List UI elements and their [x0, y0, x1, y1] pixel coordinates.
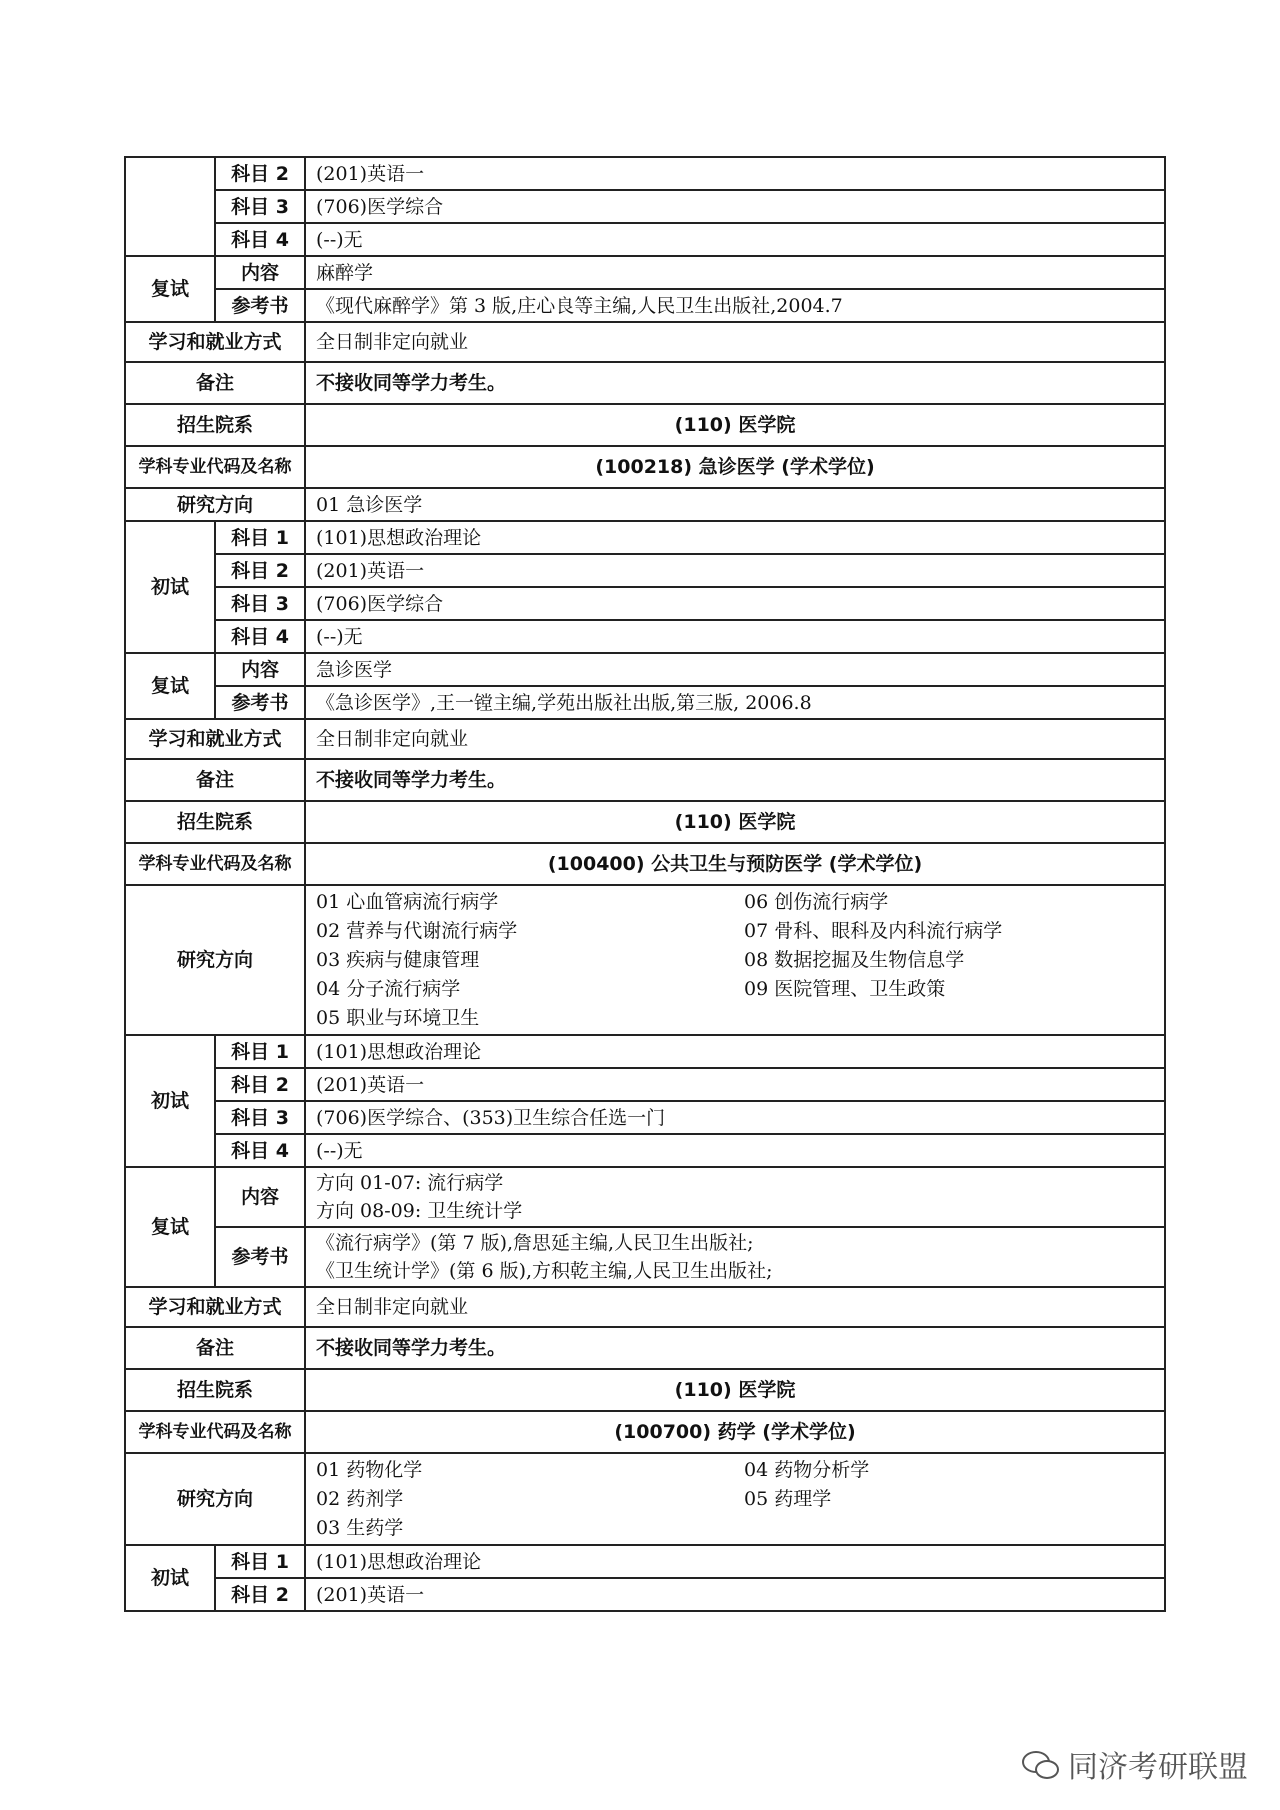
- direction-item: 08 数据挖掘及生物信息学: [744, 948, 965, 971]
- reference-value: [305, 1227, 1165, 1287]
- prelim-label: 初试: [125, 1035, 215, 1167]
- table-row: [125, 223, 1165, 256]
- table-row: [125, 587, 1165, 620]
- table-row: [125, 1327, 1165, 1369]
- remarks-value: 不接收同等学力考生。: [305, 1327, 1165, 1369]
- retest-label: 复试: [125, 256, 215, 322]
- prelim-label-cell: [125, 157, 215, 256]
- study-mode-value: 全日制非定向就业: [305, 1287, 1165, 1327]
- remarks-label: 备注: [125, 362, 305, 404]
- study-mode-label: 学习和就业方式: [125, 719, 305, 759]
- direction-item: 02 药剂学: [316, 1487, 404, 1510]
- subject-value: (201)英语一: [305, 554, 1165, 587]
- table-row: [125, 322, 1165, 362]
- department-label: 招生院系: [125, 801, 305, 843]
- table-row: [125, 885, 1165, 1035]
- watermark: [1022, 1742, 1248, 1786]
- table-row: [125, 801, 1165, 843]
- major-value: (100400) 公共卫生与预防医学 (学术学位): [305, 843, 1165, 885]
- watermark-text: 同济考研联盟: [1068, 1750, 1248, 1785]
- direction-label: 研究方向: [125, 885, 305, 1035]
- subject-label: 科目 2: [215, 1068, 305, 1101]
- prelim-label: 初试: [125, 521, 215, 653]
- table-row: [125, 157, 1165, 190]
- direction-item: 04 分子流行病学: [316, 977, 461, 1000]
- subject-label: 科目 2: [215, 157, 305, 190]
- direction-item: 03 疾病与健康管理: [316, 948, 480, 971]
- content-label: 内容: [215, 653, 305, 686]
- direction-item: 01 心血管病流行病学: [316, 890, 499, 913]
- direction-item: 01 药物化学: [316, 1458, 423, 1481]
- direction-list: [305, 885, 1165, 1035]
- direction-item: 02 营养与代谢流行病学: [316, 919, 518, 942]
- study-mode-label: 学习和就业方式: [125, 322, 305, 362]
- direction-item: 04 药物分析学: [744, 1458, 870, 1481]
- direction-item: 07 骨科、眼科及内科流行病学: [744, 919, 1003, 942]
- table-row: [125, 1101, 1165, 1134]
- content-label: 内容: [215, 256, 305, 289]
- department-label: 招生院系: [125, 1369, 305, 1411]
- retest-content: [305, 1167, 1165, 1227]
- subject-value: (201)英语一: [305, 1578, 1165, 1611]
- subject-value: (--)无: [305, 1134, 1165, 1167]
- table-row: [125, 1167, 1165, 1227]
- retest-content-line: 方向 01-07: 流行病学: [316, 1172, 504, 1194]
- subject-label: 科目 4: [215, 223, 305, 256]
- major-value: (100218) 急诊医学 (学术学位): [305, 446, 1165, 488]
- table-row: [125, 620, 1165, 653]
- table-row: [125, 1411, 1165, 1453]
- subject-value: (101)思想政治理论: [305, 521, 1165, 554]
- direction-label: 研究方向: [125, 488, 305, 521]
- retest-label: 复试: [125, 1167, 215, 1287]
- prelim-label: 初试: [125, 1545, 215, 1611]
- major-label: 学科专业代码及名称: [125, 446, 305, 488]
- table-row: [125, 719, 1165, 759]
- subject-label: 科目 1: [215, 1035, 305, 1068]
- table-row: [125, 1134, 1165, 1167]
- major-label: 学科专业代码及名称: [125, 843, 305, 885]
- table-row: [125, 521, 1165, 554]
- table-row: [125, 1453, 1165, 1545]
- subject-value: (706)医学综合: [305, 587, 1165, 620]
- reference-value: 《现代麻醉学》第 3 版,庄心良等主编,人民卫生出版社,2004.7: [305, 289, 1165, 322]
- direction-item: 06 创伤流行病学: [744, 890, 889, 913]
- retest-label: 复试: [125, 653, 215, 719]
- table-row: [125, 1068, 1165, 1101]
- subject-value: (--)无: [305, 620, 1165, 653]
- table-row: [125, 1578, 1165, 1611]
- direction-label: 研究方向: [125, 1453, 305, 1545]
- table-row: [125, 1035, 1165, 1068]
- subject-value: (201)英语一: [305, 1068, 1165, 1101]
- study-mode-label: 学习和就业方式: [125, 1287, 305, 1327]
- table-row: [125, 1545, 1165, 1578]
- remarks-label: 备注: [125, 759, 305, 801]
- table-row: [125, 190, 1165, 223]
- reference-label: 参考书: [215, 686, 305, 719]
- department-value: (110) 医学院: [305, 1369, 1165, 1411]
- subject-value: (201)英语一: [305, 157, 1165, 190]
- study-mode-value: 全日制非定向就业: [305, 322, 1165, 362]
- retest-content: 麻醉学: [305, 256, 1165, 289]
- major-label: 学科专业代码及名称: [125, 1411, 305, 1453]
- subject-label: 科目 3: [215, 190, 305, 223]
- subject-label: 科目 3: [215, 587, 305, 620]
- table-row: [125, 1287, 1165, 1327]
- subject-value: (--)无: [305, 223, 1165, 256]
- table-row: [125, 404, 1165, 446]
- reference-label: 参考书: [215, 1227, 305, 1287]
- table-row: [125, 446, 1165, 488]
- study-mode-value: 全日制非定向就业: [305, 719, 1165, 759]
- department-value: (110) 医学院: [305, 404, 1165, 446]
- reference-line: 《卫生统计学》(第 6 版),方积乾主编,人民卫生出版社;: [316, 1260, 773, 1282]
- reference-line: 《流行病学》(第 7 版),詹思延主编,人民卫生出版社;: [316, 1232, 754, 1254]
- subject-label: 科目 4: [215, 620, 305, 653]
- subject-label: 科目 1: [215, 1545, 305, 1578]
- subject-label: 科目 4: [215, 1134, 305, 1167]
- retest-content: 急诊医学: [305, 653, 1165, 686]
- remarks-value: 不接收同等学力考生。: [305, 362, 1165, 404]
- subject-label: 科目 2: [215, 554, 305, 587]
- direction-item: 05 药理学: [744, 1487, 832, 1510]
- major-value: (100700) 药学 (学术学位): [305, 1411, 1165, 1453]
- direction-item: 03 生药学: [316, 1516, 404, 1539]
- reference-value: 《急诊医学》,王一镗主编,学苑出版社出版,第三版, 2006.8: [305, 686, 1165, 719]
- table-row: [125, 759, 1165, 801]
- table-row: [125, 1227, 1165, 1287]
- department-value: (110) 医学院: [305, 801, 1165, 843]
- table-row: [125, 843, 1165, 885]
- subject-value: (101)思想政治理论: [305, 1545, 1165, 1578]
- table-row: [125, 488, 1165, 521]
- subject-value: (706)医学综合: [305, 190, 1165, 223]
- subject-value: (101)思想政治理论: [305, 1035, 1165, 1068]
- subject-label: 科目 3: [215, 1101, 305, 1134]
- table-row: [125, 289, 1165, 322]
- direction-list: [305, 1453, 1165, 1545]
- direction-item: 09 医院管理、卫生政策: [744, 977, 946, 1000]
- content-label: 内容: [215, 1167, 305, 1227]
- direction-item: 05 职业与环境卫生: [316, 1006, 480, 1029]
- table-row: [125, 554, 1165, 587]
- subject-label: 科目 2: [215, 1578, 305, 1611]
- admissions-table: [124, 156, 1166, 1612]
- table-row: [125, 362, 1165, 404]
- wechat-icon: [1022, 1749, 1060, 1779]
- direction-value: 01 急诊医学: [305, 488, 1165, 521]
- table-row: [125, 1369, 1165, 1411]
- department-label: 招生院系: [125, 404, 305, 446]
- retest-content-line: 方向 08-09: 卫生统计学: [316, 1200, 523, 1222]
- remarks-value: 不接收同等学力考生。: [305, 759, 1165, 801]
- table-row: [125, 256, 1165, 289]
- subject-value: (706)医学综合、(353)卫生综合任选一门: [305, 1101, 1165, 1134]
- remarks-label: 备注: [125, 1327, 305, 1369]
- subject-label: 科目 1: [215, 521, 305, 554]
- table-row: [125, 686, 1165, 719]
- table-row: [125, 653, 1165, 686]
- reference-label: 参考书: [215, 289, 305, 322]
